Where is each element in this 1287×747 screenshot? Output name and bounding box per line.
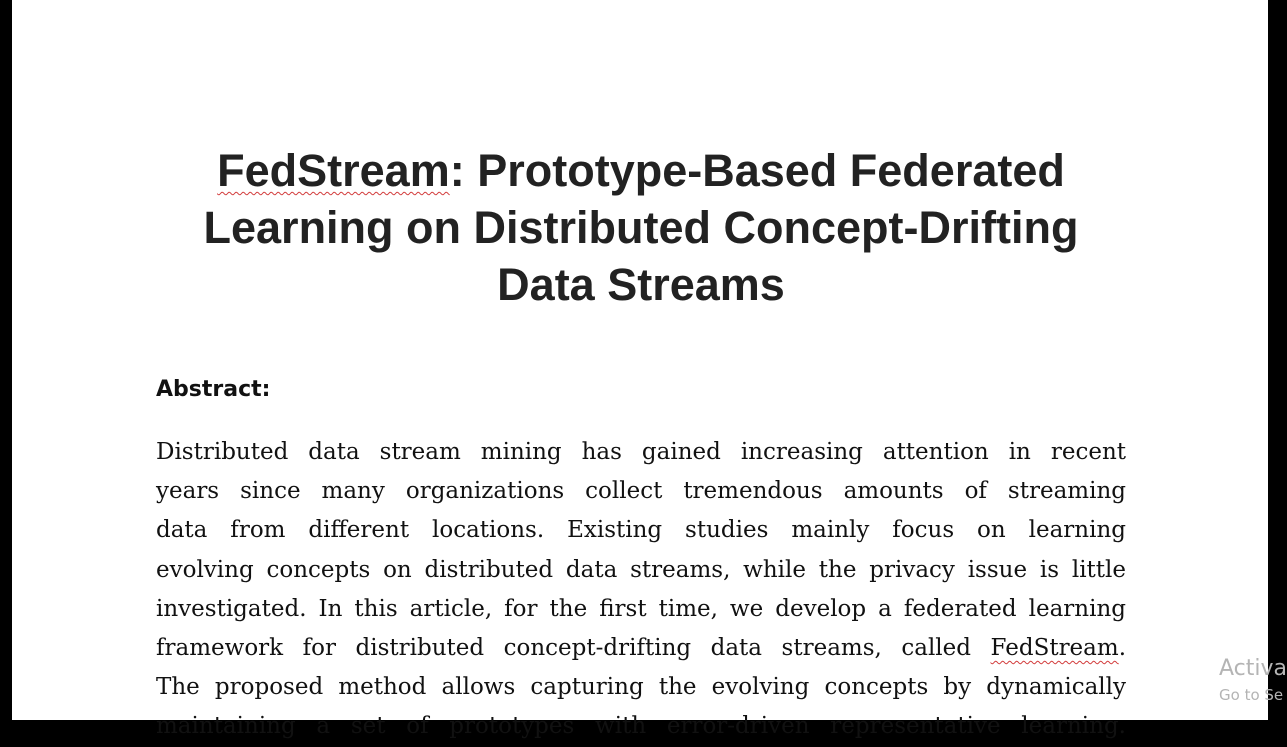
title-line-2: Learning on Distributed Concept-Drifting <box>203 202 1079 253</box>
abstract-line-text: framework for distributed concept-drifting data streams, called <box>156 635 971 662</box>
abstract-line: evolving concepts on distributed data streams, while the privacy issue is little <box>156 556 1126 583</box>
abstract-line-punct: . <box>1118 635 1127 662</box>
title-line-1 <box>156 142 1126 199</box>
watermark-line-1: Activa <box>1219 656 1287 681</box>
abstract-line: investigated. In this article, for the first time, we develop a federated learning <box>156 595 1126 622</box>
abstract-line: maintaining a set of prototypes with error-driven representative learning. <box>156 713 1126 740</box>
document-page <box>12 0 1287 740</box>
paper-title <box>156 142 1126 313</box>
abstract-line: Distributed data stream mining has gained increasing attention in recent <box>156 439 1126 465</box>
title-line-1-rest: : Prototype-Based Federated <box>449 145 1065 196</box>
activation-watermark <box>1219 654 1287 706</box>
abstract-line-with-name <box>156 629 1126 668</box>
abstract-line: The proposed method allows capturing the evolving concepts by dynamically <box>156 674 1126 701</box>
watermark-line-2: Go to Se <box>1219 686 1284 704</box>
spellcheck-word: FedStream <box>217 145 450 196</box>
title-line-3: Data Streams <box>497 259 785 310</box>
spellcheck-word: FedStream <box>990 635 1119 662</box>
abstract-line: years since many organizations collect tremendous amounts of streaming <box>156 478 1126 505</box>
abstract-line: data from different locations. Existing studies mainly focus on learning <box>156 517 1126 544</box>
abstract-heading: Abstract: <box>156 377 271 402</box>
abstract-body <box>156 433 1126 747</box>
